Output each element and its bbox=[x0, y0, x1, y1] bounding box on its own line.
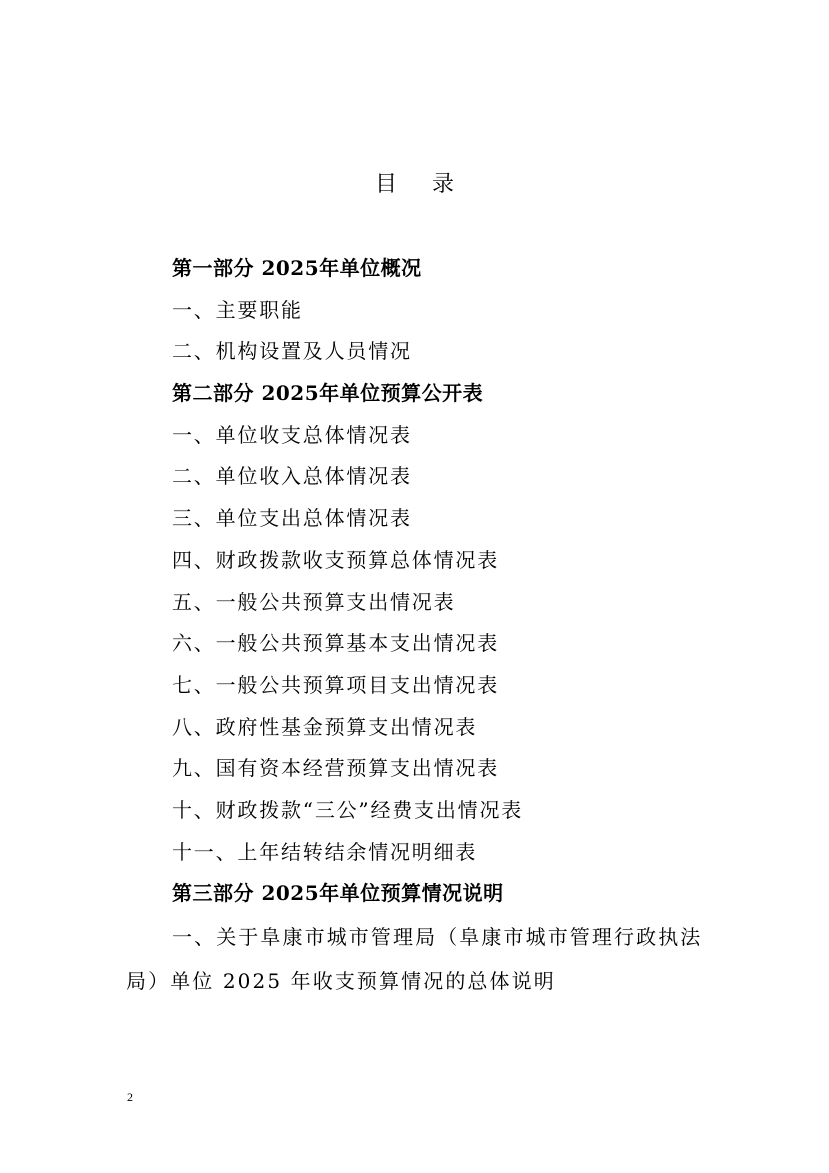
toc-part-heading: 第一部分 2025年单位概况 bbox=[172, 256, 422, 280]
toc-item: 一、单位收支总体情况表 bbox=[172, 422, 412, 447]
page-number: 2 bbox=[127, 1090, 133, 1104]
page-title: 目 录 bbox=[375, 172, 468, 197]
toc-item: 九、国有资本经营预算支出情况表 bbox=[172, 756, 499, 781]
toc-item: 七、一般公共预算项目支出情况表 bbox=[172, 672, 499, 697]
toc-item: 一、主要职能 bbox=[172, 297, 303, 322]
toc-item-line: 局）单位 2025 年收支预算情况的总体说明 bbox=[126, 969, 556, 993]
toc-item: 十、财政拨款“三公”经费支出情况表 bbox=[172, 797, 524, 822]
toc-part-heading: 第二部分 2025年单位预算公开表 bbox=[172, 381, 484, 406]
toc-item-overview bbox=[126, 915, 726, 1003]
toc-part-heading: 第三部分 2025年单位预算情况说明 bbox=[172, 881, 504, 906]
table-of-contents bbox=[172, 248, 732, 915]
toc-item: 十一、上年结转结余情况明细表 bbox=[172, 839, 478, 864]
toc-item: 三、单位支出总体情况表 bbox=[172, 506, 412, 531]
toc-item: 四、财政拨款收支预算总体情况表 bbox=[172, 547, 499, 572]
toc-item: 五、一般公共预算支出情况表 bbox=[172, 589, 456, 614]
toc-item: 六、一般公共预算基本支出情况表 bbox=[172, 631, 499, 656]
toc-item: 八、政府性基金预算支出情况表 bbox=[172, 714, 478, 739]
toc-item: 二、单位收入总体情况表 bbox=[172, 464, 412, 489]
toc-item-line: 一、关于阜康市城市管理局（阜康市城市管理行政执法 bbox=[172, 925, 703, 949]
toc-item: 二、机构设置及人员情况 bbox=[172, 339, 412, 364]
